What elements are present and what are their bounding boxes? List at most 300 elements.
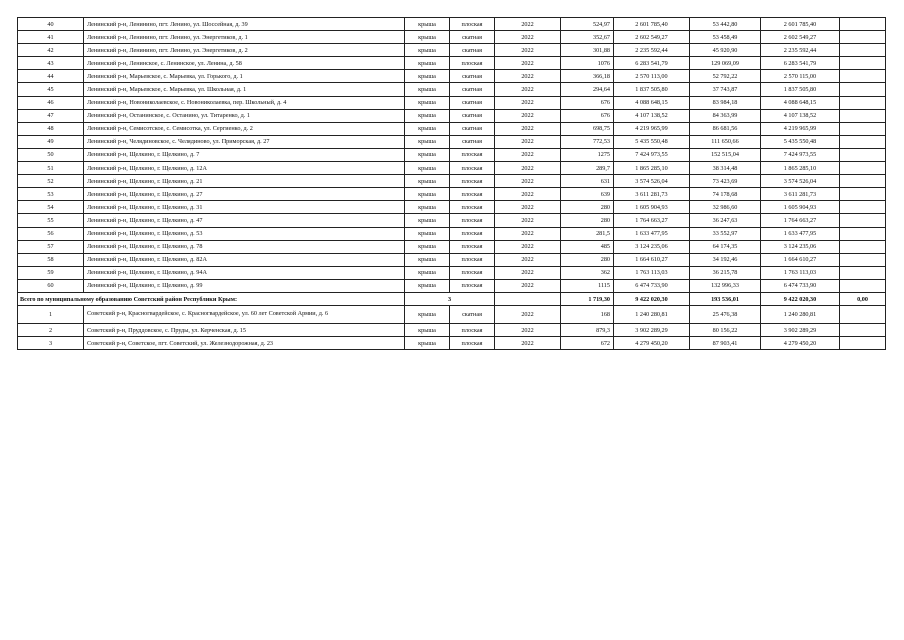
row-cost: 1 633 477,95: [614, 227, 690, 240]
row-area: 362: [561, 266, 614, 279]
row-blank-cell: [840, 122, 886, 135]
table-row: [18, 240, 904, 253]
row-unit-cost: 53 442,80: [690, 18, 761, 31]
row-roof-type: плоская: [450, 337, 495, 350]
row-address: Ленинский р-н, Семисотское, с. Семисотка, ул. Сергиенко, д. 2: [84, 122, 405, 135]
row-empty-cell: [886, 201, 904, 214]
row-roof-type: плоская: [450, 253, 495, 266]
row-address: Ленинский р-н, Щелкино, г. Щелкино, д. 27: [84, 188, 405, 201]
row-cost: 1 837 505,80: [614, 83, 690, 96]
row-total-cost: 3 574 526,04: [761, 175, 840, 188]
row-roof-type: плоская: [450, 188, 495, 201]
row-blank-cell: [840, 201, 886, 214]
row-address: Ленинский р-н, Ленинино, пгт. Ленино, ул. Шоссейная, д. 39: [84, 18, 405, 31]
table-row: [18, 135, 904, 148]
row-roof-type: скатная: [450, 31, 495, 44]
row-address: Ленинский р-н, Щелкино, г. Щелкино, д. 31: [84, 201, 405, 214]
row-cost: 2 602 549,27: [614, 31, 690, 44]
row-blank-cell: [840, 214, 886, 227]
row-total-cost: 1 664 610,27: [761, 253, 840, 266]
table-row: [18, 324, 904, 337]
table-row: [18, 201, 904, 214]
row-empty-cell: [886, 266, 904, 279]
row-total-cost: 4 219 965,99: [761, 122, 840, 135]
row-element: крыша: [405, 253, 450, 266]
row-element: крыша: [405, 31, 450, 44]
row-cost: 2 235 592,44: [614, 44, 690, 57]
row-number: 47: [18, 109, 84, 122]
row-empty-cell: [886, 57, 904, 70]
row-roof-type: плоская: [450, 266, 495, 279]
row-total-cost: 3 611 281,73: [761, 188, 840, 201]
row-area: 280: [561, 253, 614, 266]
row-cost: 4 219 965,99: [614, 122, 690, 135]
table-row: [18, 337, 904, 350]
row-number: 44: [18, 70, 84, 83]
subtotal-total: 9 422 020,30: [761, 292, 840, 305]
row-blank-cell: [840, 240, 886, 253]
row-blank-cell: [840, 31, 886, 44]
row-cost: 6 474 733,90: [614, 279, 690, 292]
row-number: 51: [18, 162, 84, 175]
row-blank-cell: [840, 57, 886, 70]
row-area: 639: [561, 188, 614, 201]
table-row: [18, 70, 904, 83]
row-total-cost: 1 240 280,81: [761, 306, 840, 324]
table-row: [18, 57, 904, 70]
row-area: 301,88: [561, 44, 614, 57]
row-year: 2022: [495, 324, 561, 337]
table-row: [18, 214, 904, 227]
row-number: 57: [18, 240, 84, 253]
row-number: 42: [18, 44, 84, 57]
row-total-cost: 1 865 285,10: [761, 162, 840, 175]
row-empty-cell: [886, 279, 904, 292]
row-area: 280: [561, 201, 614, 214]
row-element: крыша: [405, 148, 450, 161]
row-roof-type: скатная: [450, 306, 495, 324]
row-address: Ленинский р-н, Щелкино, г. Щелкино, д. 94А: [84, 266, 405, 279]
row-cost: 6 283 541,79: [614, 57, 690, 70]
row-address: Советский р-н, Пруддовское, с. Пруды, ул. Керченская, д. 15: [84, 324, 405, 337]
row-area: 168: [561, 306, 614, 324]
row-cost: 4 088 648,15: [614, 96, 690, 109]
row-unit-cost: 152 515,04: [690, 148, 761, 161]
row-total-cost: 4 088 648,15: [761, 96, 840, 109]
row-element: крыша: [405, 188, 450, 201]
row-roof-type: плоская: [450, 162, 495, 175]
row-address: Ленинский р-н, Щелкино, г. Щелкино, д. 21: [84, 175, 405, 188]
row-element: крыша: [405, 135, 450, 148]
row-element: крыша: [405, 57, 450, 70]
row-blank-cell: [840, 324, 886, 337]
row-empty-cell: [886, 253, 904, 266]
subtotal-area: 1 719,30: [561, 292, 614, 305]
row-blank-cell: [840, 148, 886, 161]
row-unit-cost: 45 920,90: [690, 44, 761, 57]
row-unit-cost: 87 903,41: [690, 337, 761, 350]
row-number: 48: [18, 122, 84, 135]
row-year: 2022: [495, 57, 561, 70]
row-empty-cell: [886, 306, 904, 324]
row-area: 352,67: [561, 31, 614, 44]
row-cost: 2 570 113,00: [614, 70, 690, 83]
row-roof-type: плоская: [450, 18, 495, 31]
row-element: крыша: [405, 306, 450, 324]
row-year: 2022: [495, 148, 561, 161]
row-empty-cell: [886, 83, 904, 96]
table-row: [18, 279, 904, 292]
row-total-cost: 2 602 549,27: [761, 31, 840, 44]
row-blank-cell: [840, 109, 886, 122]
row-element: крыша: [405, 175, 450, 188]
subtotal-count: 3: [405, 292, 495, 305]
row-empty-cell: [886, 227, 904, 240]
table-row: [18, 44, 904, 57]
row-element: крыша: [405, 122, 450, 135]
row-year: 2022: [495, 279, 561, 292]
table-row: [18, 122, 904, 135]
row-address: Ленинский р-н, Ленинино, пгт. Ленино, ул. Энергетиков, д. 1: [84, 31, 405, 44]
row-element: крыша: [405, 266, 450, 279]
row-total-cost: 3 902 289,29: [761, 324, 840, 337]
row-address: Советский р-н, Красногвардейское, с. Красногвардейское, ул. 60 лет Советской Армии, д. 6: [84, 306, 405, 324]
row-cost: 3 124 235,06: [614, 240, 690, 253]
row-area: 879,3: [561, 324, 614, 337]
row-roof-type: плоская: [450, 279, 495, 292]
row-element: крыша: [405, 324, 450, 337]
row-number: 41: [18, 31, 84, 44]
row-cost: 3 902 289,29: [614, 324, 690, 337]
row-roof-type: плоская: [450, 57, 495, 70]
row-blank-cell: [840, 162, 886, 175]
row-number: 2: [18, 324, 84, 337]
row-blank-cell: [840, 188, 886, 201]
row-year: 2022: [495, 306, 561, 324]
row-blank-cell: [840, 18, 886, 31]
row-roof-type: плоская: [450, 175, 495, 188]
row-element: крыша: [405, 109, 450, 122]
row-roof-type: скатная: [450, 122, 495, 135]
row-empty-cell: [886, 175, 904, 188]
row-cost: 4 279 450,20: [614, 337, 690, 350]
row-unit-cost: 80 156,22: [690, 324, 761, 337]
row-area: 1275: [561, 148, 614, 161]
row-address: Ленинский р-н, Щелкино, г. Щелкино, д. 99: [84, 279, 405, 292]
row-blank-cell: [840, 96, 886, 109]
row-unit-cost: 129 069,09: [690, 57, 761, 70]
row-address: Ленинский р-н, Щелкино, г. Щелкино, д. 47: [84, 214, 405, 227]
row-total-cost: 1 763 113,03: [761, 266, 840, 279]
row-address: Ленинский р-н, Щелкино, г. Щелкино, д. 78: [84, 240, 405, 253]
row-empty-cell: [886, 18, 904, 31]
table-row: [18, 253, 904, 266]
row-unit-cost: 74 178,68: [690, 188, 761, 201]
row-cost: 1 865 285,10: [614, 162, 690, 175]
row-address: Ленинский р-н, Щелкино, г. Щелкино, д. 7: [84, 148, 405, 161]
row-number: 1: [18, 306, 84, 324]
row-cost: 3 611 281,73: [614, 188, 690, 201]
table-body-sovetsky: [18, 306, 904, 350]
row-unit-cost: 83 984,18: [690, 96, 761, 109]
row-element: крыша: [405, 83, 450, 96]
row-element: крыша: [405, 96, 450, 109]
row-element: крыша: [405, 337, 450, 350]
row-unit-cost: 33 552,97: [690, 227, 761, 240]
row-total-cost: 5 435 550,48: [761, 135, 840, 148]
row-number: 49: [18, 135, 84, 148]
row-area: 294,64: [561, 83, 614, 96]
row-cost: 1 764 663,27: [614, 214, 690, 227]
table-row: [18, 31, 904, 44]
row-number: 56: [18, 227, 84, 240]
row-year: 2022: [495, 83, 561, 96]
row-roof-type: скатная: [450, 70, 495, 83]
row-number: 55: [18, 214, 84, 227]
row-empty-cell: [886, 324, 904, 337]
subtotal-blank: [495, 292, 561, 305]
row-total-cost: 6 474 733,90: [761, 279, 840, 292]
row-cost: 1 664 610,27: [614, 253, 690, 266]
row-element: крыша: [405, 214, 450, 227]
row-number: 3: [18, 337, 84, 350]
row-year: 2022: [495, 44, 561, 57]
row-area: 672: [561, 337, 614, 350]
repair-schedule-table: [17, 17, 904, 350]
row-address: Ленинский р-н, Марьевское, с. Марьевка, ул. Школьная, д. 1: [84, 83, 405, 96]
table-row: [18, 162, 904, 175]
row-number: 53: [18, 188, 84, 201]
row-year: 2022: [495, 96, 561, 109]
row-year: 2022: [495, 214, 561, 227]
row-roof-type: плоская: [450, 227, 495, 240]
row-unit-cost: 64 174,35: [690, 240, 761, 253]
row-roof-type: скатная: [450, 135, 495, 148]
row-year: 2022: [495, 18, 561, 31]
row-unit-cost: 86 681,56: [690, 122, 761, 135]
row-empty-cell: [886, 188, 904, 201]
row-address: Ленинский р-н, Новониколаевское, с. Новониколаевка, пер. Школьный, д. 4: [84, 96, 405, 109]
row-roof-type: плоская: [450, 324, 495, 337]
row-total-cost: 2 601 785,40: [761, 18, 840, 31]
row-cost: 1 763 113,03: [614, 266, 690, 279]
row-empty-cell: [886, 240, 904, 253]
row-year: 2022: [495, 188, 561, 201]
row-area: 281,5: [561, 227, 614, 240]
row-year: 2022: [495, 253, 561, 266]
row-number: 40: [18, 18, 84, 31]
row-cost: 2 601 785,40: [614, 18, 690, 31]
row-area: 772,53: [561, 135, 614, 148]
table-row: [18, 188, 904, 201]
row-unit-cost: 84 363,99: [690, 109, 761, 122]
row-empty-cell: [886, 70, 904, 83]
row-address: Ленинский р-н, Останинское, с. Останино, ул. Титаренко, д. 1: [84, 109, 405, 122]
row-roof-type: скатная: [450, 96, 495, 109]
row-empty-cell: [886, 214, 904, 227]
row-blank-cell: [840, 306, 886, 324]
row-number: 59: [18, 266, 84, 279]
row-area: 1115: [561, 279, 614, 292]
row-total-cost: 1 633 477,95: [761, 227, 840, 240]
row-total-cost: 3 124 235,06: [761, 240, 840, 253]
row-blank-cell: [840, 83, 886, 96]
row-total-cost: 2 235 592,44: [761, 44, 840, 57]
row-empty-cell: [886, 122, 904, 135]
row-total-cost: 4 107 138,52: [761, 109, 840, 122]
row-cost: 1 240 280,81: [614, 306, 690, 324]
row-unit-cost: 111 650,66: [690, 135, 761, 148]
row-number: 54: [18, 201, 84, 214]
row-total-cost: 4 279 450,20: [761, 337, 840, 350]
row-address: Ленинский р-н, Челядиновское, с. Челядиново, ул. Приморская, д. 27: [84, 135, 405, 148]
row-blank-cell: [840, 266, 886, 279]
subtotal-row: [18, 292, 904, 305]
row-area: 280: [561, 214, 614, 227]
row-roof-type: плоская: [450, 148, 495, 161]
row-empty-cell: [886, 148, 904, 161]
row-cost: 1 605 904,93: [614, 201, 690, 214]
row-element: крыша: [405, 227, 450, 240]
row-address: Ленинский р-н, Щелкино, г. Щелкино, д. 12А: [84, 162, 405, 175]
row-number: 46: [18, 96, 84, 109]
row-blank-cell: [840, 70, 886, 83]
row-area: 631: [561, 175, 614, 188]
row-empty-cell: [886, 109, 904, 122]
row-year: 2022: [495, 70, 561, 83]
row-address: Советский р-н, Советское, пгт. Советский, ул. Железнодорожная, д. 23: [84, 337, 405, 350]
row-blank-cell: [840, 253, 886, 266]
row-area: 1076: [561, 57, 614, 70]
row-year: 2022: [495, 109, 561, 122]
row-blank-cell: [840, 227, 886, 240]
row-number: 58: [18, 253, 84, 266]
row-area: 485: [561, 240, 614, 253]
row-blank-cell: [840, 279, 886, 292]
row-address: Ленинский р-н, Щелкино, г. Щелкино, д. 53: [84, 227, 405, 240]
row-roof-type: плоская: [450, 201, 495, 214]
row-unit-cost: 73 423,69: [690, 175, 761, 188]
row-roof-type: плоская: [450, 214, 495, 227]
row-cost: 3 574 526,04: [614, 175, 690, 188]
row-roof-type: скатная: [450, 109, 495, 122]
row-element: крыша: [405, 279, 450, 292]
row-year: 2022: [495, 201, 561, 214]
row-unit-cost: 32 986,60: [690, 201, 761, 214]
subtotal-cost: 9 422 020,30: [614, 292, 690, 305]
row-roof-type: плоская: [450, 240, 495, 253]
row-element: крыша: [405, 240, 450, 253]
row-empty-cell: [886, 337, 904, 350]
table-row: [18, 109, 904, 122]
row-unit-cost: 36 215,78: [690, 266, 761, 279]
row-address: Ленинский р-н, Щелкино, г. Щелкино, д. 82А: [84, 253, 405, 266]
table-row: [18, 306, 904, 324]
row-year: 2022: [495, 175, 561, 188]
row-total-cost: 2 570 115,00: [761, 70, 840, 83]
table-row: [18, 175, 904, 188]
row-number: 43: [18, 57, 84, 70]
row-blank-cell: [840, 337, 886, 350]
row-total-cost: 1 605 904,93: [761, 201, 840, 214]
row-year: 2022: [495, 266, 561, 279]
row-number: 52: [18, 175, 84, 188]
subtotal-extra: 0,00: [840, 292, 886, 305]
row-total-cost: 1 837 505,80: [761, 83, 840, 96]
table-row: [18, 227, 904, 240]
row-address: Ленинский р-н, Ленинино, пгт. Ленино, ул. Энергетиков, д. 2: [84, 44, 405, 57]
document-sheet: [17, 17, 877, 350]
row-area: 366,18: [561, 70, 614, 83]
row-element: крыша: [405, 162, 450, 175]
row-area: 676: [561, 96, 614, 109]
row-blank-cell: [840, 44, 886, 57]
row-unit-cost: 25 476,38: [690, 306, 761, 324]
row-year: 2022: [495, 162, 561, 175]
row-unit-cost: 37 743,87: [690, 83, 761, 96]
row-element: крыша: [405, 44, 450, 57]
row-roof-type: скатная: [450, 83, 495, 96]
row-year: 2022: [495, 240, 561, 253]
row-address: Ленинский р-н, Ленинское, с. Ленинское, ул. Ленина, д. 58: [84, 57, 405, 70]
row-unit-cost: 52 792,22: [690, 70, 761, 83]
subtotal-section: [18, 292, 904, 305]
row-number: 45: [18, 83, 84, 96]
row-year: 2022: [495, 337, 561, 350]
row-element: крыша: [405, 201, 450, 214]
row-number: 60: [18, 279, 84, 292]
row-blank-cell: [840, 135, 886, 148]
row-empty-cell: [886, 96, 904, 109]
row-blank-cell: [840, 175, 886, 188]
row-total-cost: 6 283 541,79: [761, 57, 840, 70]
row-empty-cell: [886, 162, 904, 175]
row-unit-cost: 36 247,63: [690, 214, 761, 227]
row-area: 524,97: [561, 18, 614, 31]
table-row: [18, 18, 904, 31]
row-element: крыша: [405, 70, 450, 83]
row-unit-cost: 132 996,33: [690, 279, 761, 292]
table-row: [18, 83, 904, 96]
row-area: 289,7: [561, 162, 614, 175]
row-empty-cell: [886, 44, 904, 57]
table-row: [18, 266, 904, 279]
row-year: 2022: [495, 31, 561, 44]
row-total-cost: 1 764 663,27: [761, 214, 840, 227]
row-cost: 7 424 973,55: [614, 148, 690, 161]
row-year: 2022: [495, 122, 561, 135]
row-unit-cost: 38 314,48: [690, 162, 761, 175]
table-row: [18, 96, 904, 109]
row-empty-cell: [886, 135, 904, 148]
subtotal-label: Всего по муниципальному образованию Советский район Республики Крым:: [18, 292, 405, 305]
subtotal-empty: [886, 292, 904, 305]
row-address: Ленинский р-н, Марьевское, с. Марьевка, ул. Горького, д. 1: [84, 70, 405, 83]
table-body-leninsky: [18, 18, 904, 293]
row-element: крыша: [405, 18, 450, 31]
row-cost: 4 107 138,52: [614, 109, 690, 122]
row-unit-cost: 53 458,49: [690, 31, 761, 44]
row-empty-cell: [886, 31, 904, 44]
row-area: 698,75: [561, 122, 614, 135]
subtotal-unit: 193 536,01: [690, 292, 761, 305]
row-unit-cost: 34 192,46: [690, 253, 761, 266]
row-number: 50: [18, 148, 84, 161]
row-total-cost: 7 424 973,55: [761, 148, 840, 161]
row-cost: 5 435 550,48: [614, 135, 690, 148]
table-row: [18, 148, 904, 161]
row-year: 2022: [495, 227, 561, 240]
